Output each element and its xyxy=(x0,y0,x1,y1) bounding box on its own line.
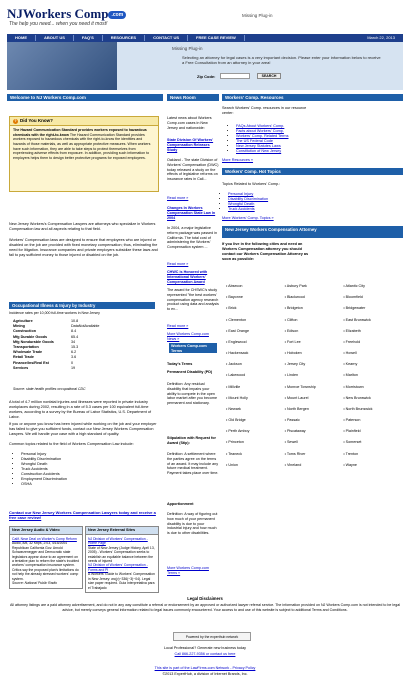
table-row: Finance/Ins/Real Est 0 xyxy=(13,360,74,365)
disclaimer-title: Legal Disclaimers xyxy=(187,596,223,601)
list-item: • Wrongful Death xyxy=(21,462,67,467)
topic-link[interactable]: Truck Accidents xyxy=(228,206,255,211)
city-item[interactable]: • Asbury Park xyxy=(284,284,307,288)
city-item[interactable]: • Plainfield xyxy=(343,429,361,434)
terms-heading: Today's Terms xyxy=(167,362,193,366)
table-row: Services 19 xyxy=(13,365,76,370)
city-item[interactable]: • Mount Laurel xyxy=(284,395,309,400)
term-title-2: Stipulation with Request for Award (Stip): xyxy=(167,436,216,445)
term-def-1: Definition: Any residual disability that impairs your ability to compete in the open labor market after you become permanent and stationary. xyxy=(167,382,218,406)
powered-by-badge[interactable]: Powered by the experthub network xyxy=(173,632,251,641)
city-item[interactable]: • East Orange xyxy=(226,328,250,333)
city-item[interactable]: • Bridgewater xyxy=(343,306,366,311)
city-item[interactable]: • Jersey City xyxy=(284,362,306,367)
city-item[interactable]: • Linden xyxy=(284,373,299,378)
external-body-1: State of New Jersey (Judge Hickey, April 13, 2005) - Workers' Compensation seeks to establish an equitable balance between the needs of injured xyxy=(88,545,155,564)
city-item[interactable]: • Union xyxy=(226,462,238,467)
local-pro: Local Professional? Generate new business today xyxy=(164,646,246,650)
city-item[interactable]: • Passaic xyxy=(284,418,300,423)
table-row: Transportation 15.3 xyxy=(13,344,79,349)
hero-banner xyxy=(7,42,403,90)
banner-missing-plugin: Missing Plug-in xyxy=(172,46,203,51)
banner-image xyxy=(7,42,117,90)
city-item[interactable]: • Englewood xyxy=(226,339,247,344)
resources-bar: Workers' Comp. Resources xyxy=(222,94,403,101)
news-bar: News Room xyxy=(167,94,219,101)
city-item[interactable]: • Kearny xyxy=(343,362,358,367)
news-more-3[interactable]: Read more » xyxy=(167,324,189,328)
more-news-link[interactable]: More Workers Comp.com News » xyxy=(167,332,209,341)
disclaimer-text: All attorney listings are a paid attorney advertisement, and do not in any way constitute a referral or endorsement by an approved or authorized lawyer referral service. The information provided on NJ Workers Comp.com is not intended to be legal advice, but merely conveys general information related to legal issues commonly encountered. Your access to and use of this website is subject to additional Terms and Conditions. xyxy=(10,603,400,612)
topics-intro: Common topics related to the field of Workers Compensation Law include: xyxy=(9,442,134,446)
zip-label: Zip Code: xyxy=(197,74,216,79)
current-date: March 22, 2013 xyxy=(367,35,395,41)
list-item: • Construction Accidents xyxy=(21,472,67,477)
city-item[interactable]: • Bloomfield xyxy=(343,295,363,300)
topic-link[interactable]: Disability Discrimination xyxy=(228,196,269,201)
list-item: • OSHA xyxy=(21,482,67,487)
resource-link[interactable]: New Jersey Statutes Laws xyxy=(236,143,281,148)
terms-column xyxy=(167,356,219,594)
nav-about[interactable]: ABOUT US xyxy=(36,35,74,40)
city-item[interactable]: • Somerset xyxy=(343,440,362,445)
external-body-2: A Workers' Guide to Workers' Compensation in New Jersey: wc(p)~336(~3)~04). Legal size paper required. Guia Interpretativa para el Trabajado xyxy=(88,572,155,590)
resource-link[interactable]: Workers' Comp. Related Terms xyxy=(236,133,289,138)
nav-faqs[interactable]: FAQ'S xyxy=(74,35,103,40)
more-topics-link[interactable]: More Workers' Comp. Topics » xyxy=(222,216,274,220)
city-item[interactable]: • Millville xyxy=(226,384,241,389)
cities-intro: If you live in the following cities and need an Workers Compensation attorney you should contact our Workers Compensation Attorney as soon as possible: xyxy=(222,242,309,261)
dyk-lead: The Hazard Communication Standard provides workers exposed to hazardous chemicals with the right-to-know xyxy=(13,128,147,137)
city-item[interactable]: • Absecon xyxy=(226,284,243,288)
news-more-1[interactable]: Read more » xyxy=(167,196,189,200)
hot-topics-list xyxy=(228,192,268,212)
table-row: Wholesale Trade 6.2 xyxy=(13,350,77,355)
nav-contact[interactable]: CONTACT US xyxy=(145,35,188,40)
question-icon: ? xyxy=(14,119,17,123)
city-item[interactable]: • Teaneck xyxy=(226,451,242,456)
site-logo[interactable]: NJWorkers Comp .com xyxy=(7,6,126,23)
list-item: • Personal Injury xyxy=(21,452,67,457)
city-item[interactable]: • Morristown xyxy=(343,384,364,389)
city-item[interactable]: • Brick xyxy=(226,306,237,311)
city-item[interactable]: • North Brunswick xyxy=(343,406,373,411)
search-button[interactable]: SEARCH xyxy=(257,73,281,79)
footer xyxy=(7,594,403,686)
resources-list xyxy=(236,124,289,154)
occupational-title: Occupational Illness & Injury by Industry xyxy=(9,302,155,309)
city-item[interactable]: • Monroe Township xyxy=(284,384,316,389)
city-item[interactable]: • Freehold xyxy=(343,339,361,344)
hot-topics-intro: Topics Related to Workers' Comp.: xyxy=(222,182,281,186)
city-item[interactable]: • Sewell xyxy=(284,440,298,445)
list-item: • Employment Discrimination xyxy=(21,477,67,482)
news-link-2[interactable]: Changes In Workers Compensation State Law In 2004 xyxy=(167,206,216,220)
city-item[interactable]: • Mount Holly xyxy=(226,395,248,400)
nav-home[interactable]: HOME xyxy=(7,35,36,40)
table-row: Mfg Durable Goods 65.4 xyxy=(13,334,79,339)
external-sites-title: New Jersey External Sites xyxy=(86,527,158,535)
term-title-1: Permanent Disability (PD) xyxy=(167,370,213,374)
occupational-source: Source: state health profiles occupational CDC xyxy=(13,387,86,391)
audio-link[interactable]: Calif. Near Deal on Worker's Comp Reform xyxy=(12,536,77,541)
more-terms-link[interactable]: More Workers Comp.com Terms » xyxy=(167,566,209,575)
copyright: ©2013 ExpertHub, a division of Internet Brands, Inc. xyxy=(162,672,248,676)
city-item[interactable]: • Hoboken xyxy=(284,351,302,356)
city-item[interactable]: • Atlantic City xyxy=(343,284,365,288)
topics-list xyxy=(21,452,67,486)
more-resources-link[interactable]: More Resources » xyxy=(222,158,254,162)
city-item[interactable]: • Clementon xyxy=(226,317,247,322)
nav-free-case-review[interactable]: FREE CASE REVIEW xyxy=(188,35,245,40)
contact-link[interactable]: Contact our New Jersey Workers Compensation Lawyers today and receive a free case review! xyxy=(9,510,156,521)
topic-link[interactable]: Wrongful Death xyxy=(228,201,255,206)
city-item[interactable]: • Piscataway xyxy=(284,429,306,434)
city-item[interactable]: • Edison xyxy=(284,328,299,333)
city-item[interactable]: • Bayonne xyxy=(226,295,243,300)
city-item[interactable]: • Fort Lee xyxy=(284,339,301,344)
city-item[interactable]: • Princeton xyxy=(226,440,244,445)
audio-video-title: New Jersey Audio & Video xyxy=(10,527,82,535)
list-item: • Disability Discrimination xyxy=(21,457,67,462)
city-item[interactable]: • Trenton xyxy=(343,451,359,456)
news-more-2[interactable]: Read more » xyxy=(167,262,189,266)
table-row: Mining DataNotAvailable xyxy=(13,324,100,329)
news-body-3: The award for CHSWC's study represented "the best workers' compensation agency research product using data and analysis to ev... xyxy=(167,288,219,312)
did-you-know-title: ? Did You Know? xyxy=(10,117,158,126)
resources-intro: Search Workers' Comp. resources in our resource center: xyxy=(222,106,307,115)
city-item[interactable]: • East Brunswick xyxy=(343,317,371,322)
city-item[interactable]: • Perth Amboy xyxy=(226,429,250,434)
news-link-3[interactable]: CHWC is Honored with International Workers' Compensation Award xyxy=(167,270,208,284)
news-body-2: In 2004, a major legislative reform package was passed in California. The total cost of administering the Workers' Compensation system ... xyxy=(167,226,218,250)
term-def-2: Definition: A settlement where the parties agree on the terms of an award. It may include any future medical treatment. Payment takes place over time. xyxy=(167,452,219,476)
resource-link[interactable]: Constitution of New Jersey xyxy=(236,148,282,153)
city-item[interactable]: • Howell xyxy=(343,351,357,356)
city-item[interactable]: • Elizabeth xyxy=(343,328,361,333)
zip-input[interactable] xyxy=(220,73,250,79)
audio-body: Republican California Gov. Arnold Schwarzenegger and Democratic state legislators appear close to an agreement on a tentative plan to reform the state's troubled workers' compensation insurance system. Critics say the proposed plan's limitations do not help the already stressed workers' comp system. xyxy=(12,545,79,581)
city-item[interactable]: • North Bergen xyxy=(284,406,309,411)
nav-resources[interactable]: RESOURCES xyxy=(103,35,145,40)
city-item[interactable]: • Vineland xyxy=(284,462,302,467)
city-item[interactable]: • Newark xyxy=(226,406,241,411)
hot-topics xyxy=(222,178,403,228)
resource-link[interactable]: FAQs About Workers' Comp. xyxy=(236,124,285,128)
resource-link[interactable]: The US Federal Code xyxy=(236,138,273,143)
welcome-bar: Welcome to NJ Workers Comp.com xyxy=(7,94,163,101)
cities-intro-wrap xyxy=(222,240,403,280)
city-item[interactable]: • Jackson xyxy=(226,362,242,367)
external-sites-box xyxy=(85,526,159,593)
city-item[interactable]: • Clifton xyxy=(284,317,298,322)
did-you-know-box xyxy=(9,116,159,192)
term-def-3: Definition: A way of figuring out how much of your permanent disability is due to your industrial injury and how much is due to other disabilities. xyxy=(167,512,218,536)
list-item: • Truck Accidents xyxy=(21,467,67,472)
main-nav xyxy=(7,34,403,42)
missing-plugin-notice: Missing Plug-in xyxy=(242,13,273,18)
hot-topics-bar: Workers' Comp. Hot Topics xyxy=(222,168,403,175)
table-row: Retail Trade 3.6 xyxy=(13,355,77,360)
left-column xyxy=(7,104,163,594)
network-link[interactable]: This site is part of the LawFirms.com Network - Privacy Policy xyxy=(154,666,256,670)
city-item[interactable]: • Lakewood xyxy=(226,373,246,378)
external-link-2[interactable]: NJ Division of Workers' Compensation - Forms and Pl xyxy=(88,563,148,572)
occupational-sub: Incidence rates per 10,000 full-time workers in New Jersey xyxy=(9,311,100,315)
banner-message: Selecting an attorney for legal cases is a very important decision. Please enter your information below to receive a Free Consultation from an attorney in your area! xyxy=(182,55,381,66)
occupational-table xyxy=(13,319,101,371)
term-title-3: Apportionment xyxy=(167,502,194,506)
city-item[interactable]: • Hackensack xyxy=(226,351,249,356)
city-item[interactable]: • Marlton xyxy=(343,373,358,378)
news-body-1: Oakland - The state Division of Workers' Compensation (DWC) today released a study on the effects of legislative reforms on insurance rates in Cali... xyxy=(167,158,219,182)
site-header xyxy=(0,0,410,34)
city-item[interactable]: • Toms River xyxy=(284,451,306,456)
help-paragraph: If you or anyone you know has been injured while working on the job and your employer has failed to give you sufficient funds, contact our New Jersey Workers Compensation Lawyers. We will handle your case with a high standard of quality. xyxy=(9,422,157,436)
city-item[interactable]: • Bridgeton xyxy=(284,306,303,311)
audio-meta: Audio, 8/8, 32 Kbps, 2:03, 4/15/2004 xyxy=(12,541,68,546)
table-row: Mfg Nondurable Goods 34 xyxy=(13,339,76,344)
dyk-body: The Hazard Communication Standard provides workers exposed to hazardous chemicals with the right-to-know the identities and hazards of those materials, as well as appropriate protective measures. When workers have such information, they are able to take steps to protect themselves from experiencing adverse effects from exposure. In addition, providing such information to employers helps them to design better protective programs for exposed employees. xyxy=(13,132,151,161)
terms-bar: Workers Comp.com Terms xyxy=(169,343,217,353)
city-item[interactable]: • Paterson xyxy=(343,418,361,423)
call-contact[interactable]: Call 866-227-9356 or contact us here xyxy=(174,652,236,656)
intro-p1: New Jersey Workers's Compensation Lawyers are attorneys who specialize in Workers Compensation law and all aspects relating to that field. xyxy=(9,222,156,231)
table-row: Construction 8.4 xyxy=(13,329,77,334)
cities-bar: New Jersey Workers Compensation Attorney xyxy=(222,226,403,238)
news-link-1[interactable]: State Division Of Workers' Compensation Releases Study xyxy=(167,138,214,152)
intro-p2: Workers' Compensation laws are designed to ensure that employees who are injured or disabled on the job are provided with fixed monetary compensation; thus, eliminating the need for litigation. Insurance companies and private employers subsidize these laws and fail to pay sufficient money to those injured or disabled on the job. xyxy=(9,238,158,257)
city-item[interactable]: • Wayne xyxy=(343,462,357,467)
tagline: The help you need... when you need it most! xyxy=(9,21,108,27)
resource-link[interactable]: Facts about Workers' Comp. xyxy=(236,128,284,133)
external-link-1[interactable]: NJ Division of Workers' Compensation - Home Page xyxy=(88,536,148,546)
city-item[interactable]: • New Brunswick xyxy=(343,395,371,400)
audio-video-box xyxy=(9,526,83,589)
topic-link[interactable]: Personal Injury xyxy=(228,192,254,196)
news-intro: Latest news about Workers Comp.com cases in New Jersey and nationwide: xyxy=(167,116,212,130)
city-item[interactable]: • Blackwood xyxy=(284,295,305,300)
cities-grid xyxy=(226,284,402,474)
audio-source: Source: National Public Radio xyxy=(12,581,58,586)
city-item[interactable]: • Old Bridge xyxy=(226,418,246,423)
stats-paragraph: A total of 4.7 million nonfatal injuries and illnesses were reported in private industry workplaces during 2002, resulting in a rate of 5.3 cases per 100 equivalent full-time workers, according to a survey by the Bureau of Labor Statistics, U.S. Department of Labor. xyxy=(9,400,152,419)
table-row: Agriculture 10.8 xyxy=(13,319,79,323)
